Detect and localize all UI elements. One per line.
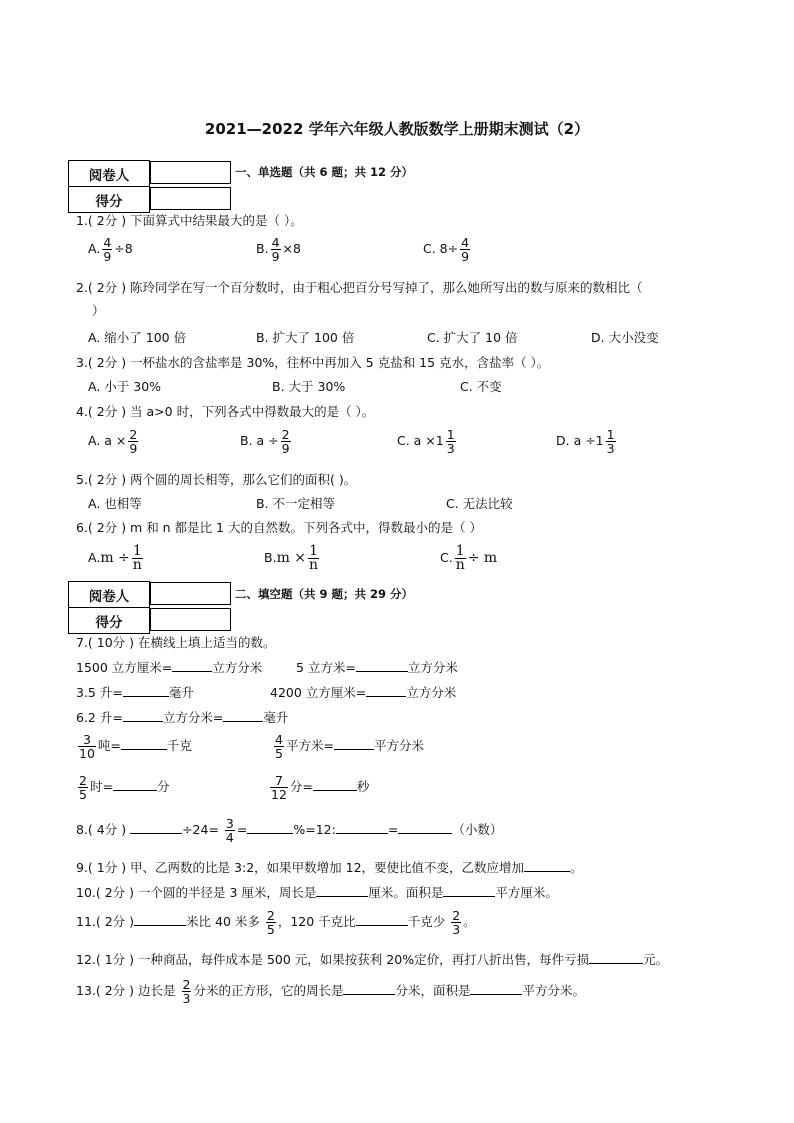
q5-option-c[interactable]: C. 无法比较 xyxy=(446,496,513,511)
q8-line: 8.( 4分 ) ÷24= $\frac{3}{4}$ = %=12: = （小数） xyxy=(76,816,503,845)
answer-blank[interactable] xyxy=(356,659,408,672)
q7-row2b: 4200 立方厘米= 立方分米 xyxy=(270,685,457,700)
q2-option-c[interactable]: C. 扩大了 10 倍 xyxy=(427,330,518,345)
answer-blank[interactable] xyxy=(343,982,395,995)
score-label: 得分 xyxy=(69,608,150,634)
q6-option-c[interactable]: C. $\frac{1}{n}$ ÷ m xyxy=(440,543,498,573)
answer-blank[interactable] xyxy=(172,659,212,672)
score-label: 得分 xyxy=(69,187,150,213)
answer-blank[interactable] xyxy=(334,737,374,750)
fraction: $\frac{3}{10}$ xyxy=(79,732,95,761)
q7-row1a: 1500 立方厘米= 立方分米 xyxy=(76,660,263,675)
fraction: $\frac{4}{9}$ xyxy=(461,235,470,264)
q5-option-a[interactable]: A. 也相等 xyxy=(88,496,142,511)
q2-option-b[interactable]: B. 扩大了 100 倍 xyxy=(256,330,355,345)
answer-blank[interactable] xyxy=(524,859,570,872)
section2-title: 二、填空题（共 9 题；共 29 分） xyxy=(235,587,414,601)
reviewer-label: 阅卷人 xyxy=(69,582,150,608)
fraction: $\frac{2}{3}$ xyxy=(452,908,461,937)
score-cell[interactable] xyxy=(150,608,231,631)
fraction: $\frac{4}{9}$ xyxy=(103,235,112,264)
q6-stem: 6.( 2分 ) m 和 n 都是比 1 大的自然数。下列各式中，得数最小的是（ ） xyxy=(76,520,482,535)
q7-row5a: $\frac{2}{5}$ 时= 分 xyxy=(79,773,170,802)
q2-stem-cont: ） xyxy=(92,303,105,318)
q9-line: 9.( 1分 ) 甲、乙两数的比是 3:2，如果甲数增加 12，要使比值不变，乙数应增加 。 xyxy=(76,860,583,875)
q4-option-c[interactable]: C. a ×1 $\frac{1}{3}$ xyxy=(397,427,455,456)
q2-option-d[interactable]: D. 大小没变 xyxy=(591,330,659,345)
answer-blank[interactable] xyxy=(113,778,157,791)
q6-option-b[interactable]: B.m × $\frac{1}{n}$ xyxy=(264,543,319,573)
q4-option-d[interactable]: D. a ÷1 $\frac{1}{3}$ xyxy=(556,427,615,456)
q4-option-a[interactable]: A. a × $\frac{2}{9}$ xyxy=(88,427,138,456)
fraction: $\frac{7}{12}$ xyxy=(271,773,287,802)
q4-option-b[interactable]: B. a ÷ $\frac{2}{9}$ xyxy=(240,427,290,456)
answer-blank[interactable] xyxy=(336,821,388,834)
page-title: 2021—2022 学年六年级人教版数学上册期末测试（2） xyxy=(204,120,590,138)
q3-option-c[interactable]: C. 不变 xyxy=(460,379,502,394)
q11-line: 11.( 2分 ) 米比 40 米多 $\frac{2}{5}$ ，120 千克比 千克少 $\frac{2}{3}$ 。 xyxy=(76,908,476,937)
fraction: $\frac{1}{n}$ xyxy=(455,543,465,573)
fraction: $\frac{3}{4}$ xyxy=(225,816,234,845)
q10-line: 10.( 2分 ) 一个圆的半径是 3 厘米，周长是 厘米。面积是 平方厘米。 xyxy=(76,885,558,900)
q13-line: 13.( 2分 ) 边长是 $\frac{2}{3}$ 分米的正方形，它的周长是 分米，面积是 平方分米。 xyxy=(76,977,585,1006)
section1-title: 一、单选题（共 6 题；共 12 分） xyxy=(235,165,414,179)
q3-option-a[interactable]: A. 小于 30% xyxy=(88,379,162,394)
score-box-2 xyxy=(68,581,232,634)
score-box-1 xyxy=(68,160,232,213)
answer-blank[interactable] xyxy=(223,709,263,722)
fraction: $\frac{2}{3}$ xyxy=(182,977,191,1006)
fraction: $\frac{2}{5}$ xyxy=(79,773,87,802)
answer-blank[interactable] xyxy=(589,951,643,964)
q3-option-b[interactable]: B. 大于 30% xyxy=(272,379,346,394)
fraction: $\frac{2}{5}$ xyxy=(266,908,275,937)
reviewer-label: 阅卷人 xyxy=(69,161,150,187)
fraction: $\frac{4}{9}$ xyxy=(271,235,280,264)
answer-blank[interactable] xyxy=(316,884,368,897)
q2-option-a[interactable]: A. 缩小了 100 倍 xyxy=(88,330,187,345)
q6-option-a[interactable]: A.m ÷ $\frac{1}{n}$ xyxy=(88,543,142,573)
q1-stem: 1.( 2分 ) 下面算式中结果最大的是（ ）。 xyxy=(76,213,303,228)
fraction: $\frac{2}{9}$ xyxy=(129,427,138,456)
q7-row4a: $\frac{3}{10}$ 吨= 千克 xyxy=(79,732,192,761)
fraction: $\frac{1}{3}$ xyxy=(606,427,615,456)
q7-row4b: $\frac{4}{5}$ 平方米= 平方分米 xyxy=(275,732,424,761)
answer-blank[interactable] xyxy=(123,709,163,722)
answer-blank[interactable] xyxy=(134,913,186,926)
score-cell[interactable] xyxy=(150,187,231,210)
q1-option-b[interactable]: B. $\frac{4}{9}$ ×8 xyxy=(256,235,301,264)
answer-blank[interactable] xyxy=(247,821,293,834)
answer-blank[interactable] xyxy=(443,884,495,897)
q7-row2a: 3.5 升= 毫升 xyxy=(76,685,194,700)
q7-row3: 6.2 升= 立方分米= 毫升 xyxy=(76,710,289,725)
fraction: $\frac{4}{5}$ xyxy=(275,732,283,761)
q3-stem: 3.( 2分 ) 一杯盐水的含盐率是 30%，往杯中再加入 5 克盐和 15 克水，含盐率（ ）。 xyxy=(76,355,550,370)
q7-row1b: 5 立方米= 立方分米 xyxy=(296,660,458,675)
q5-stem: 5.( 2分 ) 两个圆的周长相等，那么它们的面积( )。 xyxy=(76,472,357,487)
fraction: $\frac{2}{9}$ xyxy=(281,427,290,456)
answer-blank[interactable] xyxy=(366,684,406,697)
q7-stem: 7.( 10分 ) 在横线上填上适当的数。 xyxy=(76,635,276,650)
fraction: $\frac{1}{3}$ xyxy=(446,427,455,456)
q1-option-a[interactable]: A. $\frac{4}{9}$ ÷8 xyxy=(88,235,133,264)
reviewer-cell[interactable] xyxy=(150,161,231,184)
answer-blank[interactable] xyxy=(121,737,167,750)
q2-stem: 2.( 2分 ) 陈玲同学在写一个百分数时，由于粗心把百分号写掉了，那么她所写出的数与原来的数相比（ xyxy=(76,280,643,295)
q12-line: 12.( 1分 ) 一种商品，每件成本是 500 元，如果按获利 20%定价，再打八折出售，每件亏损 元。 xyxy=(76,952,669,967)
answer-blank[interactable] xyxy=(130,821,182,834)
fraction: $\frac{1}{n}$ xyxy=(309,543,319,573)
answer-blank[interactable] xyxy=(313,778,357,791)
answer-blank[interactable] xyxy=(356,913,408,926)
answer-blank[interactable] xyxy=(398,821,452,834)
reviewer-cell[interactable] xyxy=(150,582,231,605)
q7-row5b: $\frac{7}{12}$ 分= 秒 xyxy=(271,773,370,802)
answer-blank[interactable] xyxy=(123,684,169,697)
q1-option-c[interactable]: C. 8÷ $\frac{4}{9}$ xyxy=(423,235,470,264)
q5-option-b[interactable]: B. 不一定相等 xyxy=(256,496,336,511)
q4-stem: 4.( 2分 ) 当 a>0 时，下列各式中得数最大的是（ ）。 xyxy=(76,404,375,419)
answer-blank[interactable] xyxy=(470,982,522,995)
fraction: $\frac{1}{n}$ xyxy=(132,543,142,573)
